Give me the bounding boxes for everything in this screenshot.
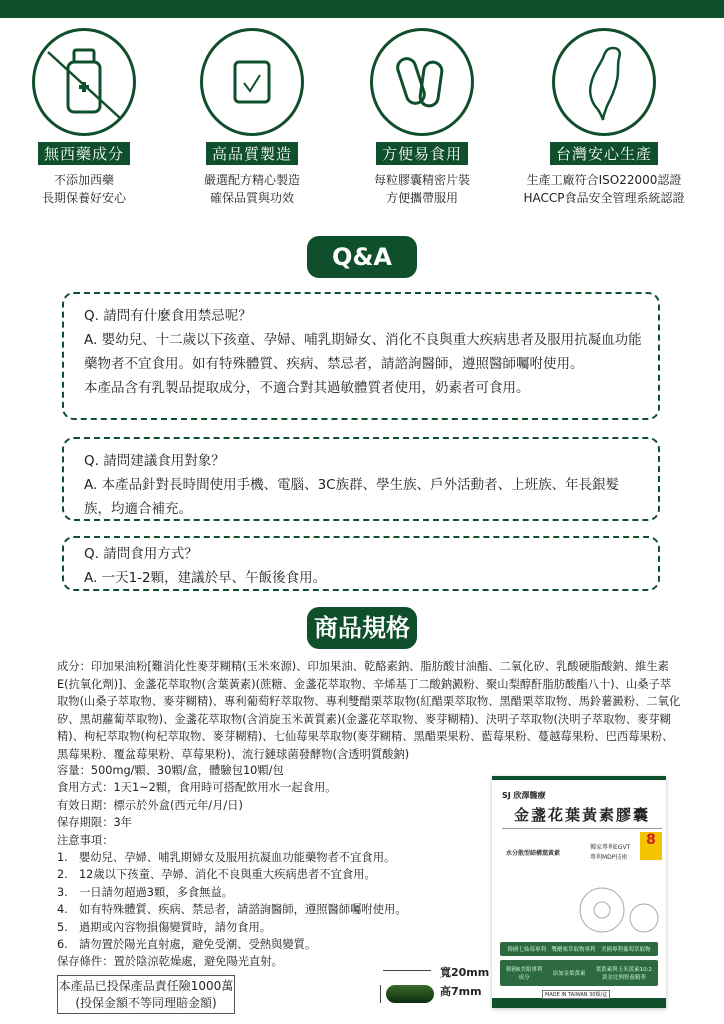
made-in-label: MADE IN TAIWAN 30顆/盒 xyxy=(542,990,610,999)
feature-desc: HACCP食品安全管理系統認證 xyxy=(523,191,685,205)
feature-desc: 長期保養好安心 xyxy=(41,191,126,205)
package-badge: 8 xyxy=(640,832,662,860)
note-item: 1. 嬰幼兒、孕婦、哺乳期婦女及服用抗凝血功能藥物者不宜食用。 xyxy=(57,851,396,865)
brand-logo: SJ 欣澤醫療 xyxy=(502,791,546,800)
capacity: 容量：500mg/顆、30顆/盒，體驗包10顆/包 xyxy=(57,764,284,777)
feature-desc: 方便攜帶服用 xyxy=(385,191,458,205)
package-left-text: 水分散型結構葉黃素 xyxy=(506,850,561,857)
capsule-width: 寬20mm xyxy=(440,966,490,979)
note-item: 4. 如有特殊體質、疾病、禁忌者，請諮詢醫師，遵照醫師囑咐使用。 xyxy=(57,903,407,917)
question: Q. 請問食用方式？ xyxy=(84,546,198,562)
patent-text: 獨家專利EGVT xyxy=(590,844,631,851)
feature-easy-to-take xyxy=(332,28,512,207)
height-indicator xyxy=(380,985,381,1003)
capsule-image xyxy=(386,985,434,1003)
note-item: 3. 一日請勿超過3顆，多食無益。 xyxy=(57,885,234,899)
capsules-icon xyxy=(370,28,474,136)
feature-no-western-medicine xyxy=(0,28,174,207)
capsule-height: 高7mm xyxy=(440,985,482,998)
qa-heading: Q&A xyxy=(307,236,417,278)
expiry: 有效日期：標示於外盒(西元年/月/日) xyxy=(57,798,243,812)
feature-desc: 不添加西藥 xyxy=(53,173,114,187)
patent-text: 專利MDP技術 xyxy=(590,854,628,861)
storage: 保存條件：置於陰涼乾燥處，避免陽光直射。 xyxy=(57,955,283,969)
feature-made-in-taiwan xyxy=(514,28,694,207)
insurance-note: (投保金額不等同理賠金額) xyxy=(75,996,217,1010)
answer: A. 一天1-2顆，建議於早、午飯後食用。 xyxy=(84,570,327,586)
feature-label: 台灣安心生產 xyxy=(550,142,658,165)
top-banner xyxy=(0,0,724,18)
qa-item xyxy=(62,437,660,521)
insurance-box xyxy=(57,975,235,1014)
answer: A. 本產品針對長時間使用手機、電腦、3C族群、學生族、戶外活動者、上班族、年長銀髮族，均適合補充。 xyxy=(84,477,620,517)
question: Q. 請問有什麼食用禁忌呢？ xyxy=(84,308,252,324)
spec-details xyxy=(57,762,407,971)
answer: A. 嬰幼兒、十二歲以下孩童、孕婦、哺乳期婦女、消化不良與重大疾病患者及服用抗凝血功能藥物者不宜食用。如有特殊體質、疾病、禁忌者，請諮詢醫師，遵照醫師囑咐使用。 xyxy=(84,332,642,372)
taiwan-map-icon xyxy=(552,28,656,136)
insurance-text: 本產品已投保產品責任險1000萬 xyxy=(58,979,234,993)
ingredients: 成分：印加果油粉[難消化性麥芽糊精(玉米來源)、印加果油、乾酪素鈉、脂肪酸甘油酯、二氧化矽、乳酸硬脂酸鈉、維生素E(抗氧化劑)]、金盞花萃取物(含葉黃素)(蔗糖、金盞花萃取物、辛烯基丁二酸鈉澱粉、聚山梨醇酐脂肪酸酯八十)、山桑子萃取物(山桑子萃取物、麥芽糊精)、專利葡萄籽萃取物、專利雙醋栗萃取物(紅醋栗萃取物、黑醋栗萃取物、馬鈴薯澱粉、二氧化矽、黑胡蘿蔔萃取物)、金盞花萃取物(含消旋玉米黃質素)(金盞花萃取物、麥芽糊精)、決明子萃取物(決明子萃取物、麥芽糊精)、枸杞萃取物(枸杞萃取物、麥芽糊精)、七仙莓果萃取物(麥芽糊精、黑醋栗果粉、藍莓果粉、蔓越莓果粉、巴西莓果粉、黑莓果粉、覆盆莓果粉、草莓果粉)、流行鏈球菌發酵物(含透明質酸鈉) xyxy=(57,660,681,761)
package-band: 韓國6美眼專利成分 添加金葉黃素 葉黃素與玉米黃素10:2黃金比例營養精華 xyxy=(500,960,658,986)
question: Q. 請問建議食用對象？ xyxy=(84,453,225,469)
shelf-life: 保存期限：3年 xyxy=(57,816,132,830)
no-medicine-bottle-icon xyxy=(32,28,136,136)
feature-desc: 嚴選配方精心製造 xyxy=(203,173,300,187)
package-band: 韓國七仙莓專利 雙醋栗萃取物專利 美國專利葡萄萃取物 xyxy=(500,942,658,956)
feature-desc: 每粒膠囊精密片裝 xyxy=(373,173,470,187)
feature-label: 無西藥成分 xyxy=(38,142,130,165)
answer-note: 本產品含有乳製品提取成分，不適合對其過敏體質者使用，奶素者可食用。 xyxy=(84,380,530,396)
feature-high-quality xyxy=(162,28,342,207)
checkbox-icon xyxy=(200,28,304,136)
width-indicator xyxy=(383,970,431,971)
spec-heading: 商品規格 xyxy=(307,607,417,649)
note-item: 5. 過期或內容物損傷變質時，請勿食用。 xyxy=(57,920,272,934)
notes-title: 注意事項： xyxy=(57,833,114,847)
qa-item xyxy=(62,292,660,420)
flower-illustration xyxy=(572,880,662,940)
note-item: 2. 12歲以下孩童、孕婦、消化不良與重大疾病患者不宜食用。 xyxy=(57,868,376,882)
feature-desc: 確保品質與功效 xyxy=(209,191,294,205)
product-title: 金盞花葉黃素膠囊 xyxy=(502,804,662,829)
usage: 食用方式：1天1~2顆，食用時可搭配飲用水一起食用。 xyxy=(57,781,337,795)
feature-label: 方便易食用 xyxy=(376,142,468,165)
qa-item xyxy=(62,536,660,591)
feature-label: 高品質製造 xyxy=(206,142,298,165)
product-package-image xyxy=(492,776,666,1008)
feature-desc: 生產工廠符合ISO22000認證 xyxy=(526,173,682,187)
note-item: 6. 請勿置於陽光直射處，避免受潮、受熱與變質。 xyxy=(57,938,317,952)
